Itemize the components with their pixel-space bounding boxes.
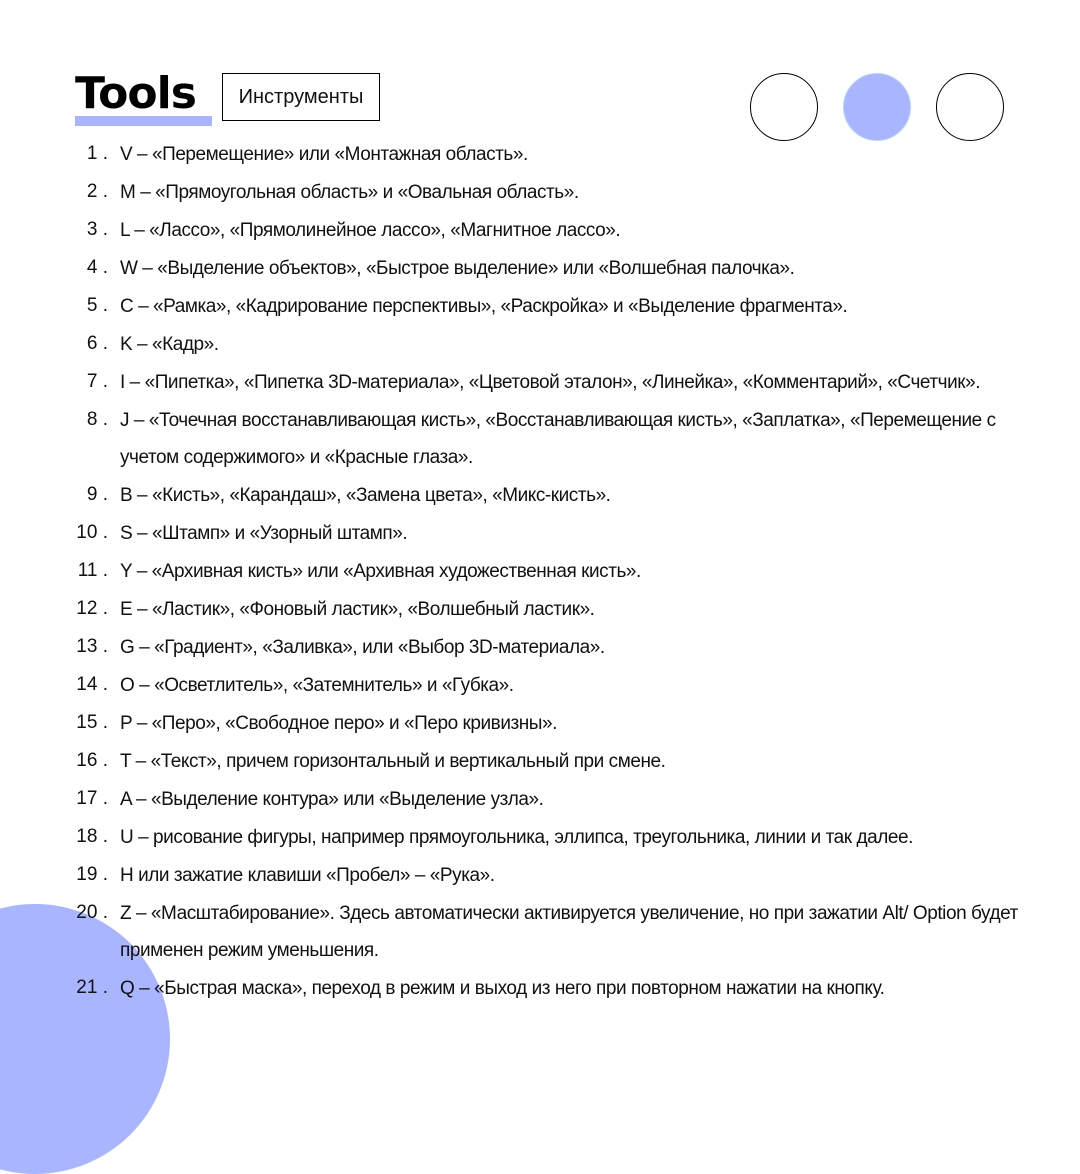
list-item bbox=[60, 819, 1050, 856]
item-number: 3 . bbox=[86, 219, 108, 240]
item-number: 20 . bbox=[76, 902, 108, 923]
item-number: 2 . bbox=[86, 181, 108, 202]
item-text: K – «Кадр». bbox=[120, 334, 219, 355]
list-item bbox=[60, 667, 1050, 704]
list-item bbox=[60, 743, 1050, 780]
item-text: A – «Выделение контура» или «Выделение узла». bbox=[120, 789, 544, 810]
item-number: 15 . bbox=[76, 712, 108, 733]
item-number: 1 . bbox=[86, 143, 108, 164]
item-number: 4 . bbox=[86, 257, 108, 278]
subtitle-box: Инструменты bbox=[222, 73, 380, 121]
item-text: O – «Осветлитель», «Затемнитель» и «Губка». bbox=[120, 675, 514, 696]
list-item bbox=[60, 629, 1050, 666]
item-text: G – «Градиент», «Заливка», или «Выбор 3D-материала». bbox=[120, 637, 605, 658]
decorative-circle-outline-1 bbox=[750, 73, 818, 141]
item-number: 19 . bbox=[76, 864, 108, 885]
item-number: 10 . bbox=[76, 522, 108, 543]
item-number: 12 . bbox=[76, 598, 108, 619]
item-text: Q – «Быстрая маска», переход в режим и выход из него при повторном нажатии на кнопку. bbox=[120, 978, 885, 999]
item-text: Z – «Масштабирование». Здесь автоматически активируется увеличение, но при зажатии Alt/ Option будет применен режим уменьшения. bbox=[120, 903, 1018, 961]
item-number: 13 . bbox=[76, 636, 108, 657]
item-number: 16 . bbox=[76, 750, 108, 771]
list-item bbox=[60, 970, 1050, 1007]
item-number: 21 . bbox=[76, 977, 108, 998]
list-item bbox=[60, 326, 1050, 363]
item-text: V – «Перемещение» или «Монтажная область». bbox=[120, 144, 528, 165]
item-number: 9 . bbox=[86, 484, 108, 505]
item-text: S – «Штамп» и «Узорный штамп». bbox=[120, 523, 408, 544]
item-text: I – «Пипетка», «Пипетка 3D-материала», «Цветовой эталон», «Линейка», «Комментарий», «Счетчик». bbox=[120, 372, 981, 393]
item-text: Y – «Архивная кисть» или «Архивная художественная кисть». bbox=[120, 561, 641, 582]
list-item bbox=[60, 857, 1050, 894]
item-text: P – «Перо», «Свободное перо» и «Перо кривизны». bbox=[120, 713, 557, 734]
list-item bbox=[60, 705, 1050, 742]
list-item bbox=[60, 288, 1050, 325]
list-item bbox=[60, 136, 1050, 173]
decorative-circle-outline-2 bbox=[936, 73, 1004, 141]
item-text: C – «Рамка», «Кадрирование перспективы», «Раскройка» и «Выделение фрагмента». bbox=[120, 296, 848, 317]
item-number: 5 . bbox=[86, 295, 108, 316]
list-item bbox=[60, 591, 1050, 628]
item-number: 6 . bbox=[86, 333, 108, 354]
item-number: 14 . bbox=[76, 674, 108, 695]
item-text: U – рисование фигуры, например прямоугольника, эллипса, треугольника, линии и так далее. bbox=[120, 827, 913, 848]
list-item bbox=[60, 402, 1050, 476]
item-text: L – «Лассо», «Прямолинейное лассо», «Магнитное лассо». bbox=[120, 220, 621, 241]
item-text: B – «Кисть», «Карандаш», «Замена цвета», «Микс-кисть». bbox=[120, 485, 611, 506]
list-item bbox=[60, 250, 1050, 287]
item-text: H или зажатие клавиши «Пробел» – «Рука». bbox=[120, 865, 495, 886]
item-text: E – «Ластик», «Фоновый ластик», «Волшебный ластик». bbox=[120, 599, 595, 620]
list-item bbox=[60, 515, 1050, 552]
shortcut-list bbox=[60, 136, 1050, 1008]
list-item bbox=[60, 364, 1050, 401]
list-item bbox=[60, 174, 1050, 211]
item-text: M – «Прямоугольная область» и «Овальная область». bbox=[120, 182, 579, 203]
item-text: J – «Точечная восстанавливающая кисть», «Восстанавливающая кисть», «Заплатка», «Перемещение с учетом содержимого» и «Красные глаза». bbox=[120, 410, 996, 468]
list-item bbox=[60, 212, 1050, 249]
page-title: Tools bbox=[75, 68, 196, 119]
list-item bbox=[60, 477, 1050, 514]
list-item bbox=[60, 895, 1050, 969]
list-item bbox=[60, 781, 1050, 818]
item-number: 17 . bbox=[76, 788, 108, 809]
item-number: 18 . bbox=[76, 826, 108, 847]
item-number: 8 . bbox=[86, 409, 108, 430]
decorative-circle-filled bbox=[843, 73, 911, 141]
list-item bbox=[60, 553, 1050, 590]
item-text: T – «Текст», причем горизонтальный и вертикальный при смене. bbox=[120, 751, 666, 772]
item-number: 11 . bbox=[77, 560, 108, 581]
item-number: 7 . bbox=[86, 371, 108, 392]
item-text: W – «Выделение объектов», «Быстрое выделение» или «Волшебная палочка». bbox=[120, 258, 795, 279]
